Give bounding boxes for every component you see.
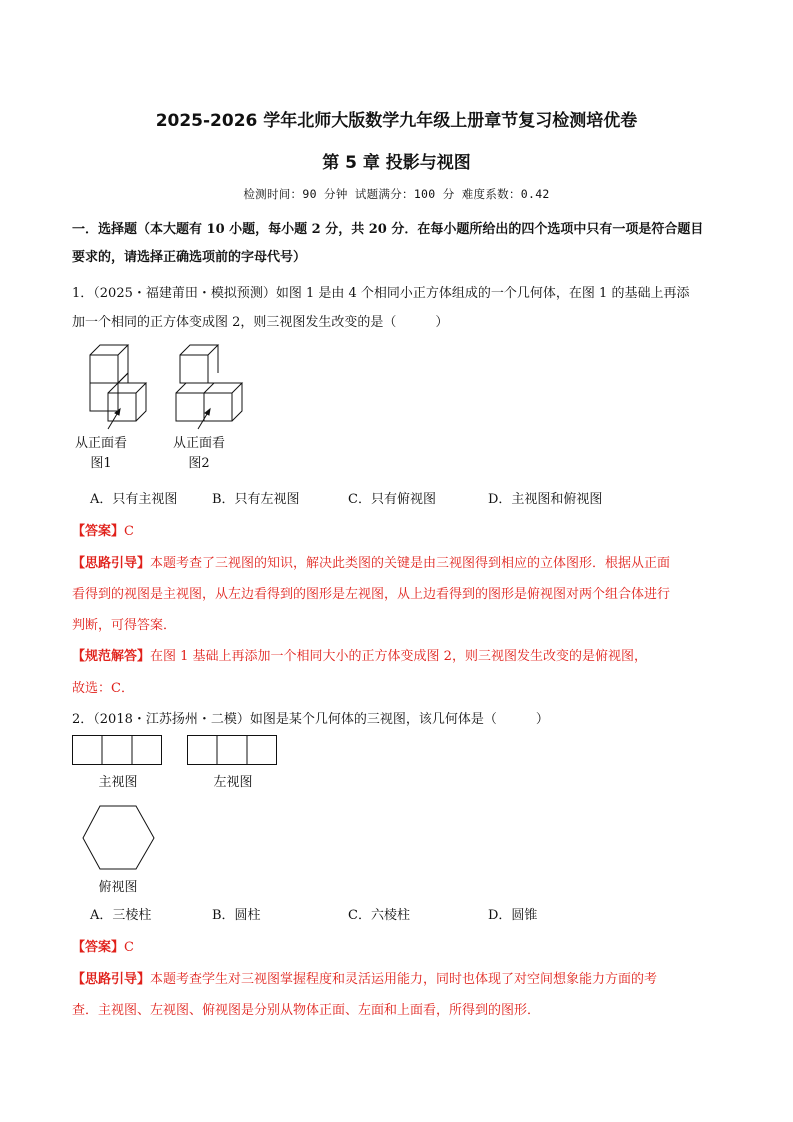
q2-stem-line1: 2．（2018・江苏扬州・二模）如图是某个几何体的三视图，该几何体是（ ） [72,712,549,727]
q1-solution-line2: 故选：C． [72,681,134,696]
exam-meta: 检测时间：90 分钟 试题满分：100 分 难度系数：0.42 [243,187,550,201]
q1-option-c: C．只有俯视图 [348,492,436,507]
q1-stem-line2: 加一个相同的正方体变成图 2，则三视图发生改变的是（ ） [72,315,449,330]
q1-answer-row [72,520,722,539]
q1-fig1-label-view: 从正面看 [74,436,127,451]
q2-answer-value: C [124,940,134,955]
q1-fig2-label-number: 图2 [188,456,210,471]
q2-hint-line2: 查．主视图、左视图、俯视图是分别从物体正面、左面和上面看，所得到的图形． [72,1003,541,1018]
q2-answer-tag: 【答案】 [72,940,125,955]
q2-hint-line1 [72,968,722,987]
q1-fig2-label-view: 从正面看 [172,436,225,451]
q1-fig1-label-number: 图1 [90,456,112,471]
q1-option-b: B．只有左视图 [212,492,300,507]
q2-front-view-figure [72,735,164,767]
q2-option-b: B．圆柱 [212,908,261,923]
section-heading-line2: 要求的，请选择正确选项前的字母代号） [72,250,307,265]
q1-stem-line1: 1．（2025・福建莆田・模拟预测）如图 1 是由 4 个相同小正方体组成的一个几何体，在图 1 的基础上再添 [72,286,690,301]
q1-option-d: D．主视图和俯视图 [488,492,603,507]
q2-left-view-label: 左视图 [213,775,253,790]
q1-figure2-cubes [170,340,260,430]
q2-hint-text1: 本题考查学生对三视图掌握程度和灵活运用能力，同时也体现了对空间想象能力方面的考 [150,972,658,987]
q1-solution-line1 [72,645,722,664]
q1-hint-line1 [72,552,722,571]
q2-option-c: C．六棱柱 [348,908,410,923]
q2-option-a: A．三棱柱 [90,908,152,923]
q1-hint-tag: 【思路引导】 [72,556,151,571]
q2-top-view-hexagon [80,803,160,873]
q2-answer-row [72,936,722,955]
q1-hint-line2: 看得到的视图是主视图，从左边看得到的图形是左视图，从上边看得到的图形是俯视图对两个组合体进行 [72,587,671,602]
q1-hint-text1: 本题考查了三视图的知识，解决此类图的关键是由三视图得到相应的立体图形．根据从正面 [150,556,671,571]
q2-option-d: D．圆锥 [488,908,538,923]
q2-front-view-label: 主视图 [98,775,138,790]
q1-answer-value: C [124,524,134,539]
q2-top-view-label: 俯视图 [98,880,138,895]
q1-option-a: A．只有主视图 [90,492,178,507]
chapter-title: 第 5 章 投影与视图 [322,153,471,173]
document-title: 2025-2026 学年北师大版数学九年级上册章节复习检测培优卷 [155,111,638,131]
q1-figure1-cubes [80,340,170,430]
q1-solution-text1: 在图 1 基础上再添加一个相同大小的正方体变成图 2，则三视图发生改变的是俯视图， [150,649,647,664]
section-heading-line1: 一．选择题（本大题有 10 小题，每小题 2 分，共 20 分．在每小题所给出的四个选项中只有一项是符合题目 [72,222,704,237]
q1-solution-tag: 【规范解答】 [72,649,151,664]
q2-left-view-figure [187,735,279,767]
q1-answer-tag: 【答案】 [72,524,125,539]
q2-hint-tag: 【思路引导】 [72,972,151,987]
q1-hint-line3: 判断，可得答案． [72,618,177,633]
